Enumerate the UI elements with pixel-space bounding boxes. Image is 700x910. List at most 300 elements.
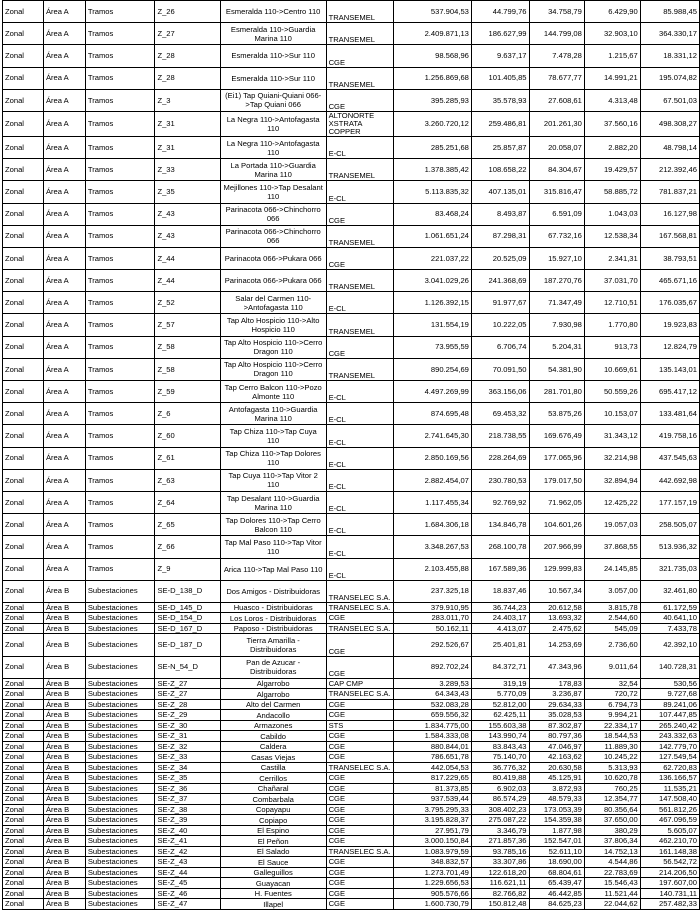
cell-empresa: TRANSEMEL: [326, 1, 394, 23]
cell-value-2: 83.843,43: [471, 741, 529, 752]
cell-nombre: Guayacan: [220, 878, 326, 889]
cell-value-1: 4.497.269,99: [394, 381, 472, 403]
cell-value-4: 37.806,34: [584, 836, 640, 847]
cell-tipo: Zonal: [3, 225, 44, 247]
cell-codigo: SE-Z_36: [155, 783, 220, 794]
cell-segmento: Tramos: [85, 425, 155, 447]
cell-codigo: Z_58: [155, 358, 220, 380]
cell-value-5: 135.143,01: [640, 358, 699, 380]
cell-value-5: 364.330,17: [640, 23, 699, 45]
cell-nombre: Mejillones 110->Tap Desalant 110: [220, 181, 326, 203]
cell-value-5: 140.731,11: [640, 888, 699, 899]
cell-value-5: 48.798,14: [640, 136, 699, 158]
cell-codigo: Z_44: [155, 270, 220, 292]
cell-tipo: Zonal: [3, 710, 44, 721]
cell-nombre: Copayapu: [220, 804, 326, 815]
cell-area: Área A: [43, 336, 85, 358]
cell-area: Área B: [43, 678, 85, 689]
cell-codigo: SE-Z_35: [155, 773, 220, 784]
cell-value-3: 178,83: [529, 678, 584, 689]
cell-value-2: 86.574,29: [471, 794, 529, 805]
cell-value-5: 12.824,79: [640, 336, 699, 358]
table-row: [3, 623, 700, 634]
cell-value-2: 308.402,23: [471, 804, 529, 815]
cell-value-4: 10.669,61: [584, 358, 640, 380]
cell-tipo: Zonal: [3, 878, 44, 889]
table-row: [3, 804, 700, 815]
cell-value-2: 116.621,11: [471, 878, 529, 889]
cell-tipo: Zonal: [3, 857, 44, 868]
cell-value-5: 133.481,64: [640, 403, 699, 425]
cell-value-2: 36.744,23: [471, 602, 529, 613]
cell-value-2: 25.401,81: [471, 634, 529, 656]
cell-tipo: Zonal: [3, 425, 44, 447]
cell-value-2: 5.770,09: [471, 689, 529, 700]
cell-value-1: 817.229,65: [394, 773, 472, 784]
cell-value-4: 37.031,70: [584, 270, 640, 292]
cell-codigo: SE-Z_47: [155, 899, 220, 910]
cell-segmento: Subestaciones: [85, 623, 155, 634]
cell-empresa: CGE: [326, 899, 394, 910]
table-row: [3, 469, 700, 491]
cell-value-5: 212.392,46: [640, 159, 699, 181]
cell-value-5: 214.206,50: [640, 867, 699, 878]
cell-codigo: Z_58: [155, 336, 220, 358]
cell-value-5: 142.779,70: [640, 741, 699, 752]
table-row: [3, 536, 700, 558]
cell-value-3: 6.591,09: [529, 203, 584, 225]
cell-value-1: 1.600.730,79: [394, 899, 472, 910]
cell-tipo: Zonal: [3, 634, 44, 656]
cell-area: Área A: [43, 491, 85, 513]
data-table: [2, 0, 700, 910]
cell-value-4: 720,72: [584, 689, 640, 700]
cell-segmento: Tramos: [85, 247, 155, 269]
cell-value-2: 155.603,38: [471, 720, 529, 731]
cell-value-1: 131.554,19: [394, 314, 472, 336]
cell-codigo: SE-Z_29: [155, 710, 220, 721]
cell-value-3: 3.236,87: [529, 689, 584, 700]
table-row: [3, 602, 700, 613]
cell-value-4: 37.650,00: [584, 815, 640, 826]
cell-segmento: Subestaciones: [85, 794, 155, 805]
cell-empresa: CGE: [326, 699, 394, 710]
cell-value-3: 129.999,83: [529, 558, 584, 580]
cell-tipo: Zonal: [3, 720, 44, 731]
cell-value-4: 22.334,17: [584, 720, 640, 731]
cell-value-4: 4.313,48: [584, 89, 640, 111]
cell-codigo: Z_60: [155, 425, 220, 447]
cell-segmento: Tramos: [85, 336, 155, 358]
cell-value-4: 11.521,44: [584, 888, 640, 899]
cell-nombre: Parinacota 066->Pukara 066: [220, 247, 326, 269]
cell-value-3: 84.625,23: [529, 899, 584, 910]
cell-tipo: Zonal: [3, 773, 44, 784]
cell-value-3: 10.567,34: [529, 580, 584, 602]
cell-area: Área B: [43, 888, 85, 899]
table-row: [3, 45, 700, 67]
cell-codigo: Z_65: [155, 514, 220, 536]
cell-value-2: 186.627,99: [471, 23, 529, 45]
cell-tipo: Zonal: [3, 580, 44, 602]
table-row: [3, 358, 700, 380]
cell-area: Área B: [43, 762, 85, 773]
cell-empresa: ALTONORTE XSTRATA COPPER: [326, 111, 394, 136]
cell-nombre: Chañaral: [220, 783, 326, 794]
cell-area: Área A: [43, 1, 85, 23]
cell-tipo: Zonal: [3, 358, 44, 380]
cell-empresa: TRANSEMEL: [326, 270, 394, 292]
cell-segmento: Subestaciones: [85, 602, 155, 613]
cell-empresa: E-CL: [326, 491, 394, 513]
cell-segmento: Subestaciones: [85, 580, 155, 602]
cell-segmento: Tramos: [85, 381, 155, 403]
cell-area: Área A: [43, 203, 85, 225]
table-row: [3, 773, 700, 784]
cell-value-1: 905.576,66: [394, 888, 472, 899]
cell-value-5: 442.692,98: [640, 469, 699, 491]
cell-value-5: 257.482,33: [640, 899, 699, 910]
cell-empresa: CGE: [326, 656, 394, 678]
cell-codigo: Z_61: [155, 447, 220, 469]
cell-value-4: 12.538,34: [584, 225, 640, 247]
cell-empresa: CGE: [326, 773, 394, 784]
cell-value-3: 15.927,10: [529, 247, 584, 269]
table-row: [3, 888, 700, 899]
cell-value-1: 1.083.979,59: [394, 846, 472, 857]
cell-empresa: CGE: [326, 634, 394, 656]
cell-segmento: Subestaciones: [85, 899, 155, 910]
cell-nombre: La Portada 110->Guardia Marina 110: [220, 159, 326, 181]
cell-value-2: 108.658,22: [471, 159, 529, 181]
cell-value-1: 237.325,18: [394, 580, 472, 602]
cell-tipo: Zonal: [3, 469, 44, 491]
table-row: [3, 710, 700, 721]
cell-value-2: 407.135,01: [471, 181, 529, 203]
cell-nombre: Antofagasta 110->Guardia Marina 110: [220, 403, 326, 425]
cell-codigo: SE-Z_46: [155, 888, 220, 899]
cell-value-5: 11.535,21: [640, 783, 699, 794]
cell-area: Área A: [43, 558, 85, 580]
table-row: [3, 634, 700, 656]
cell-nombre: Tap Desalant 110->Guardia Marina 110: [220, 491, 326, 513]
cell-value-3: 7.478,28: [529, 45, 584, 67]
cell-empresa: CGE: [326, 815, 394, 826]
cell-tipo: Zonal: [3, 447, 44, 469]
table-row: [3, 292, 700, 314]
table-row: [3, 857, 700, 868]
cell-value-2: 363.156,06: [471, 381, 529, 403]
cell-value-1: 1.378.385,42: [394, 159, 472, 181]
cell-nombre: Copiapo: [220, 815, 326, 826]
cell-value-1: 1.256.869,68: [394, 67, 472, 89]
cell-area: Área B: [43, 878, 85, 889]
cell-area: Área A: [43, 111, 85, 136]
cell-value-4: 545,09: [584, 623, 640, 634]
cell-value-4: 19.429,57: [584, 159, 640, 181]
cell-segmento: Tramos: [85, 514, 155, 536]
cell-segmento: Subestaciones: [85, 656, 155, 678]
cell-value-4: 37.560,16: [584, 111, 640, 136]
cell-segmento: Subestaciones: [85, 720, 155, 731]
cell-tipo: Zonal: [3, 783, 44, 794]
cell-codigo: Z_33: [155, 159, 220, 181]
cell-area: Área A: [43, 447, 85, 469]
cell-value-3: 47.343,96: [529, 656, 584, 678]
cell-tipo: Zonal: [3, 867, 44, 878]
cell-tipo: Zonal: [3, 159, 44, 181]
cell-value-1: 81.373,85: [394, 783, 472, 794]
cell-tipo: Zonal: [3, 270, 44, 292]
cell-codigo: SE-Z_37: [155, 794, 220, 805]
cell-area: Área B: [43, 689, 85, 700]
cell-nombre: Caldera: [220, 741, 326, 752]
table-row: [3, 689, 700, 700]
cell-empresa: CGE: [326, 804, 394, 815]
cell-segmento: Subestaciones: [85, 846, 155, 857]
cell-value-2: 134.846,78: [471, 514, 529, 536]
cell-codigo: SE-Z_33: [155, 752, 220, 763]
cell-area: Área A: [43, 159, 85, 181]
table-row: [3, 403, 700, 425]
cell-nombre: Tap Chiza 110->Tap Dolores 110: [220, 447, 326, 469]
cell-value-1: 221.037,22: [394, 247, 472, 269]
cell-value-2: 122.618,20: [471, 867, 529, 878]
cell-empresa: E-CL: [326, 381, 394, 403]
cell-value-1: 1.126.392,15: [394, 292, 472, 314]
cell-value-3: 281.701,80: [529, 381, 584, 403]
cell-value-1: 1.117.455,34: [394, 491, 472, 513]
table-row: [3, 783, 700, 794]
cell-tipo: Zonal: [3, 794, 44, 805]
cell-value-1: 2.741.645,30: [394, 425, 472, 447]
cell-value-5: 16.127,98: [640, 203, 699, 225]
cell-nombre: Parinacota 066->Pukara 066: [220, 270, 326, 292]
cell-value-4: 14.752,13: [584, 846, 640, 857]
cell-segmento: Subestaciones: [85, 613, 155, 624]
cell-codigo: SE-Z_30: [155, 720, 220, 731]
cell-empresa: E-CL: [326, 425, 394, 447]
cell-value-3: 2.475,62: [529, 623, 584, 634]
cell-value-3: 18.690,00: [529, 857, 584, 868]
cell-empresa: CAP CMP: [326, 678, 394, 689]
cell-tipo: Zonal: [3, 689, 44, 700]
table-row: [3, 836, 700, 847]
cell-value-5: 136.166,57: [640, 773, 699, 784]
cell-codigo: SE-Z_43: [155, 857, 220, 868]
cell-tipo: Zonal: [3, 804, 44, 815]
cell-area: Área B: [43, 899, 85, 910]
cell-area: Área B: [43, 580, 85, 602]
table-row: [3, 867, 700, 878]
cell-segmento: Tramos: [85, 536, 155, 558]
cell-segmento: Tramos: [85, 491, 155, 513]
cell-value-1: 3.348.267,53: [394, 536, 472, 558]
cell-codigo: Z_28: [155, 67, 220, 89]
cell-empresa: CGE: [326, 857, 394, 868]
cell-value-1: 786.651,78: [394, 752, 472, 763]
cell-value-3: 20.058,07: [529, 136, 584, 158]
cell-value-3: 20.612,58: [529, 602, 584, 613]
cell-value-4: 2.341,31: [584, 247, 640, 269]
cell-segmento: Subestaciones: [85, 815, 155, 826]
cell-value-4: 32.214,98: [584, 447, 640, 469]
cell-codigo: Z_66: [155, 536, 220, 558]
cell-value-3: 187.270,76: [529, 270, 584, 292]
cell-nombre: Esmeralda 110->Centro 110: [220, 1, 326, 23]
cell-tipo: Zonal: [3, 836, 44, 847]
cell-tipo: Zonal: [3, 23, 44, 45]
cell-nombre: Tap Mal Paso 110->Tap Vitor 110: [220, 536, 326, 558]
cell-empresa: CGE: [326, 45, 394, 67]
table-row: [3, 447, 700, 469]
cell-segmento: Subestaciones: [85, 689, 155, 700]
cell-value-4: 31.343,12: [584, 425, 640, 447]
cell-empresa: TRANSELEC S.A.: [326, 689, 394, 700]
cell-empresa: CGE: [326, 752, 394, 763]
cell-value-2: 91.977,67: [471, 292, 529, 314]
cell-area: Área B: [43, 804, 85, 815]
cell-value-4: 11.889,30: [584, 741, 640, 752]
cell-value-1: 348.832,57: [394, 857, 472, 868]
cell-value-2: 82.766,82: [471, 888, 529, 899]
table-row: [3, 1, 700, 23]
cell-empresa: E-CL: [326, 558, 394, 580]
cell-codigo: SE-Z_28: [155, 699, 220, 710]
cell-value-2: 80.419,88: [471, 773, 529, 784]
cell-value-3: 1.877,98: [529, 825, 584, 836]
cell-value-2: 18.837,46: [471, 580, 529, 602]
cell-segmento: Tramos: [85, 159, 155, 181]
cell-value-5: 5.605,07: [640, 825, 699, 836]
table-row: [3, 136, 700, 158]
cell-tipo: Zonal: [3, 67, 44, 89]
cell-value-5: 107.447,85: [640, 710, 699, 721]
cell-value-2: 24.403,17: [471, 613, 529, 624]
cell-value-1: 3.260.720,12: [394, 111, 472, 136]
cell-empresa: TRANSEMEL: [326, 23, 394, 45]
cell-area: Área B: [43, 602, 85, 613]
cell-tipo: Zonal: [3, 815, 44, 826]
cell-empresa: E-CL: [326, 536, 394, 558]
cell-area: Área A: [43, 536, 85, 558]
cell-area: Área B: [43, 783, 85, 794]
cell-value-1: 442.054,53: [394, 762, 472, 773]
cell-value-4: 10.245,22: [584, 752, 640, 763]
cell-empresa: TRANSELEC S.A.: [326, 762, 394, 773]
cell-segmento: Tramos: [85, 67, 155, 89]
cell-value-3: 80.797,36: [529, 731, 584, 742]
cell-value-3: 14.253,69: [529, 634, 584, 656]
cell-value-1: 532.083,28: [394, 699, 472, 710]
cell-value-4: 9.011,64: [584, 656, 640, 678]
cell-value-4: 760,25: [584, 783, 640, 794]
cell-value-2: 6.706,74: [471, 336, 529, 358]
cell-value-3: 144.799,08: [529, 23, 584, 45]
cell-value-1: 537.904,53: [394, 1, 472, 23]
cell-segmento: Subestaciones: [85, 699, 155, 710]
cell-value-4: 18.544,53: [584, 731, 640, 742]
cell-value-5: 62.720,83: [640, 762, 699, 773]
cell-nombre: (Ei1) Tap Quiani-Quiani 066->Tap Quiani 066: [220, 89, 326, 111]
cell-value-5: 197.607,00: [640, 878, 699, 889]
cell-value-1: 659.556,32: [394, 710, 472, 721]
cell-codigo: SE-Z_31: [155, 731, 220, 742]
cell-value-1: 27.951,79: [394, 825, 472, 836]
cell-value-3: 87.302,87: [529, 720, 584, 731]
cell-codigo: SE-D_154_D: [155, 613, 220, 624]
cell-segmento: Subestaciones: [85, 888, 155, 899]
table-row: [3, 678, 700, 689]
table-body: [3, 1, 700, 910]
cell-value-4: 2.882,20: [584, 136, 640, 158]
cell-value-2: 275.087,22: [471, 815, 529, 826]
cell-value-2: 143.990,74: [471, 731, 529, 742]
table-row: [3, 381, 700, 403]
cell-value-5: 561.812,26: [640, 804, 699, 815]
cell-segmento: Tramos: [85, 270, 155, 292]
cell-value-2: 62.425,11: [471, 710, 529, 721]
cell-value-1: 1.584.333,08: [394, 731, 472, 742]
cell-value-5: 177.157,19: [640, 491, 699, 513]
cell-codigo: SE-D_167_D: [155, 623, 220, 634]
cell-nombre: Galleguillos: [220, 867, 326, 878]
cell-value-3: 154.359,38: [529, 815, 584, 826]
table-row: [3, 23, 700, 45]
cell-codigo: SE-Z_32: [155, 741, 220, 752]
table-row: [3, 514, 700, 536]
cell-empresa: E-CL: [326, 181, 394, 203]
cell-area: Área B: [43, 634, 85, 656]
cell-segmento: Tramos: [85, 558, 155, 580]
cell-area: Área A: [43, 247, 85, 269]
cell-value-1: 1.273.701,49: [394, 867, 472, 878]
cell-value-3: 20.630,58: [529, 762, 584, 773]
cell-value-3: 29.634,33: [529, 699, 584, 710]
cell-empresa: TRANSEMEL: [326, 225, 394, 247]
cell-nombre: La Negra 110->Antofagasta 110: [220, 136, 326, 158]
cell-codigo: Z_63: [155, 469, 220, 491]
cell-value-1: 880.844,01: [394, 741, 472, 752]
table-row: [3, 794, 700, 805]
cell-area: Área A: [43, 514, 85, 536]
cell-value-2: 218.738,55: [471, 425, 529, 447]
cell-value-2: 271.857,36: [471, 836, 529, 847]
cell-value-2: 84.372,71: [471, 656, 529, 678]
table-row: [3, 613, 700, 624]
cell-value-3: 54.381,90: [529, 358, 584, 380]
cell-codigo: SE-Z_41: [155, 836, 220, 847]
cell-value-2: 75.140,70: [471, 752, 529, 763]
cell-nombre: Tap Chiza 110->Tap Cuya 110: [220, 425, 326, 447]
cell-value-2: 69.453,32: [471, 403, 529, 425]
cell-value-5: 9.727,68: [640, 689, 699, 700]
cell-area: Área A: [43, 45, 85, 67]
cell-value-4: 10.153,07: [584, 403, 640, 425]
cell-empresa: CGE: [326, 710, 394, 721]
table-row: [3, 752, 700, 763]
cell-nombre: Castilla: [220, 762, 326, 773]
cell-value-4: 10.620,78: [584, 773, 640, 784]
cell-segmento: Tramos: [85, 292, 155, 314]
cell-segmento: Tramos: [85, 447, 155, 469]
cell-area: Área A: [43, 314, 85, 336]
cell-tipo: Zonal: [3, 381, 44, 403]
cell-nombre: Alto del Carmen: [220, 699, 326, 710]
cell-tipo: Zonal: [3, 888, 44, 899]
cell-value-1: 1.834.775,00: [394, 720, 472, 731]
cell-codigo: SE-Z_40: [155, 825, 220, 836]
